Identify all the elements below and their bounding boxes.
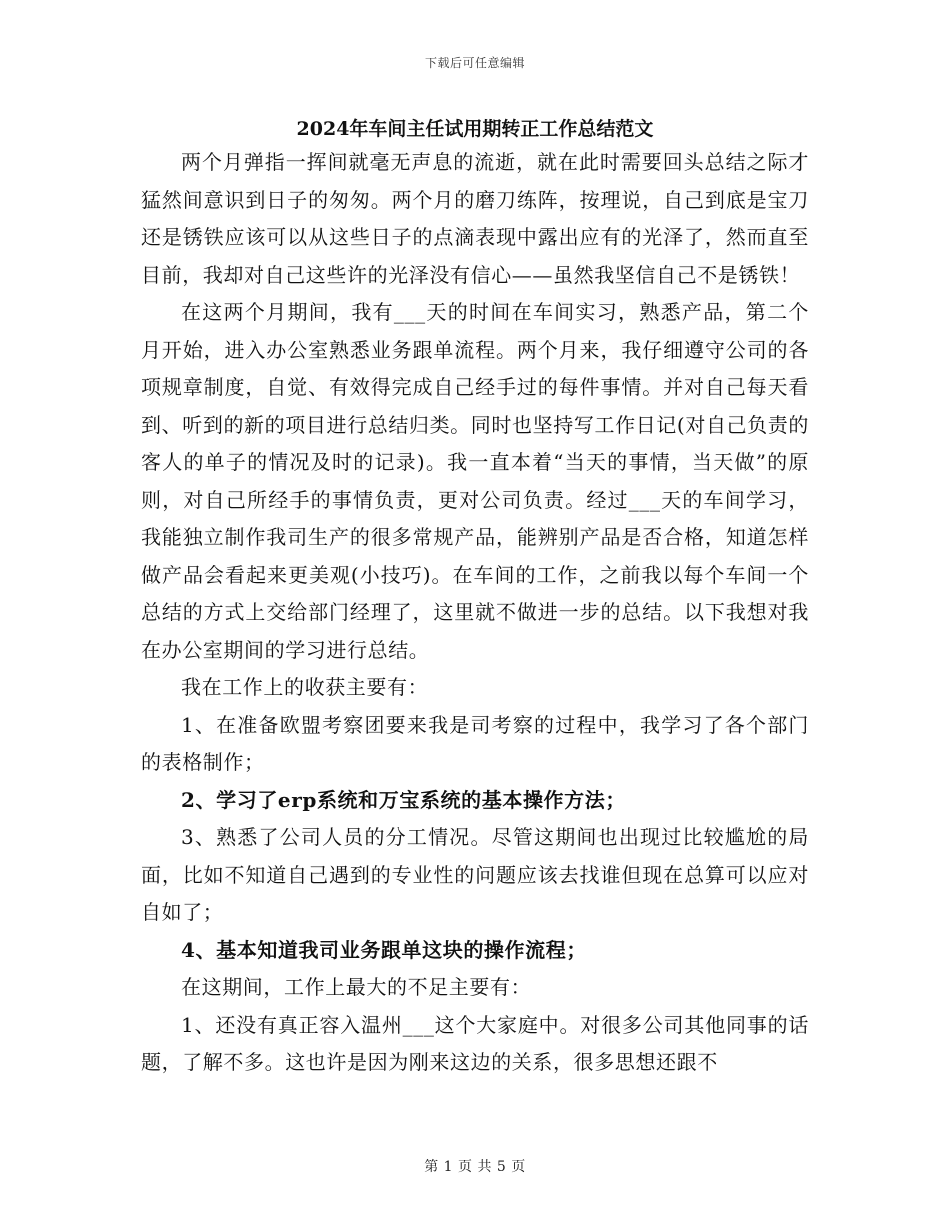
paragraph-intro: 两个月弹指一挥间就毫无声息的流逝，就在此时需要回头总结之际才猛然间意识到日子的匆匆。两个月的磨刀练阵，按理说，自己到底是宝刀还是锈铁应该可以从这些日子的点滴表现中露出应有的光泽了，然而直至目前，我却对自己这些许的光泽没有信心——虽然我坚信自己不是锈铁！ — [141, 150, 809, 287]
document-title: 2024年车间主任试用期转正工作总结范文 — [296, 118, 654, 140]
list-item-gain-4: 4、基本知道我司业务跟单这块的操作流程； — [181, 937, 587, 962]
page-header-note: 下载后可任意编辑 — [424, 56, 525, 70]
paragraph-shortcomings-heading: 在这期间，工作上最大的不足主要有： — [181, 975, 532, 999]
document-body — [141, 144, 809, 1082]
paragraph-gains-heading: 我在工作上的收获主要有： — [181, 675, 429, 699]
list-item-shortcoming-1: 1、还没有真正容入温州___这个大家庭中。对很多公司其他同事的话题，了解不多。这也许是因为刚来这边的关系，很多思想还跟不 — [141, 1012, 809, 1074]
paragraph-workshop-internship: 在这两个月期间，我有___天的时间在车间实习，熟悉产品，第二个月开始，进入办公室熟悉业务跟单流程。两个月来，我仔细遵守公司的各项规章制度，自觉、有效得完成自己经手过的每件事情。并对自己每天看到、听到的新的项目进行总结归类。同时也坚持写工作日记(对自己负责的客人的单子的情况及时的记录)。我一直本着“当天的事情，当天做”的原则，对自己所经手的事情负责，更对公司负责。经过___天的车间学习，我能独立制作我司生产的很多常规产品，能辨别产品是否合格，知道怎样做产品会看起来更美观(小技巧)。在车间的工作，之前我以每个车间一个总结的方式上交给部门经理了，这里就不做进一步的总结。以下我想对我在办公室期间的学习进行总结。 — [141, 300, 809, 662]
page-number: 第 1 页 共 5 页 — [424, 1159, 526, 1175]
list-item-gain-2: 2、学习了erp系统和万宝系统的基本操作方法； — [181, 787, 626, 812]
list-item-gain-1: 1、在准备欧盟考察团要来我是司考察的过程中，我学习了各个部门的表格制作； — [141, 712, 809, 774]
list-item-gain-3: 3、熟悉了公司人员的分工情况。尽管这期间也出现过比较尴尬的局面，比如不知道自己遇到的专业性的问题应该去找谁但现在总算可以应对自如了； — [141, 825, 809, 924]
